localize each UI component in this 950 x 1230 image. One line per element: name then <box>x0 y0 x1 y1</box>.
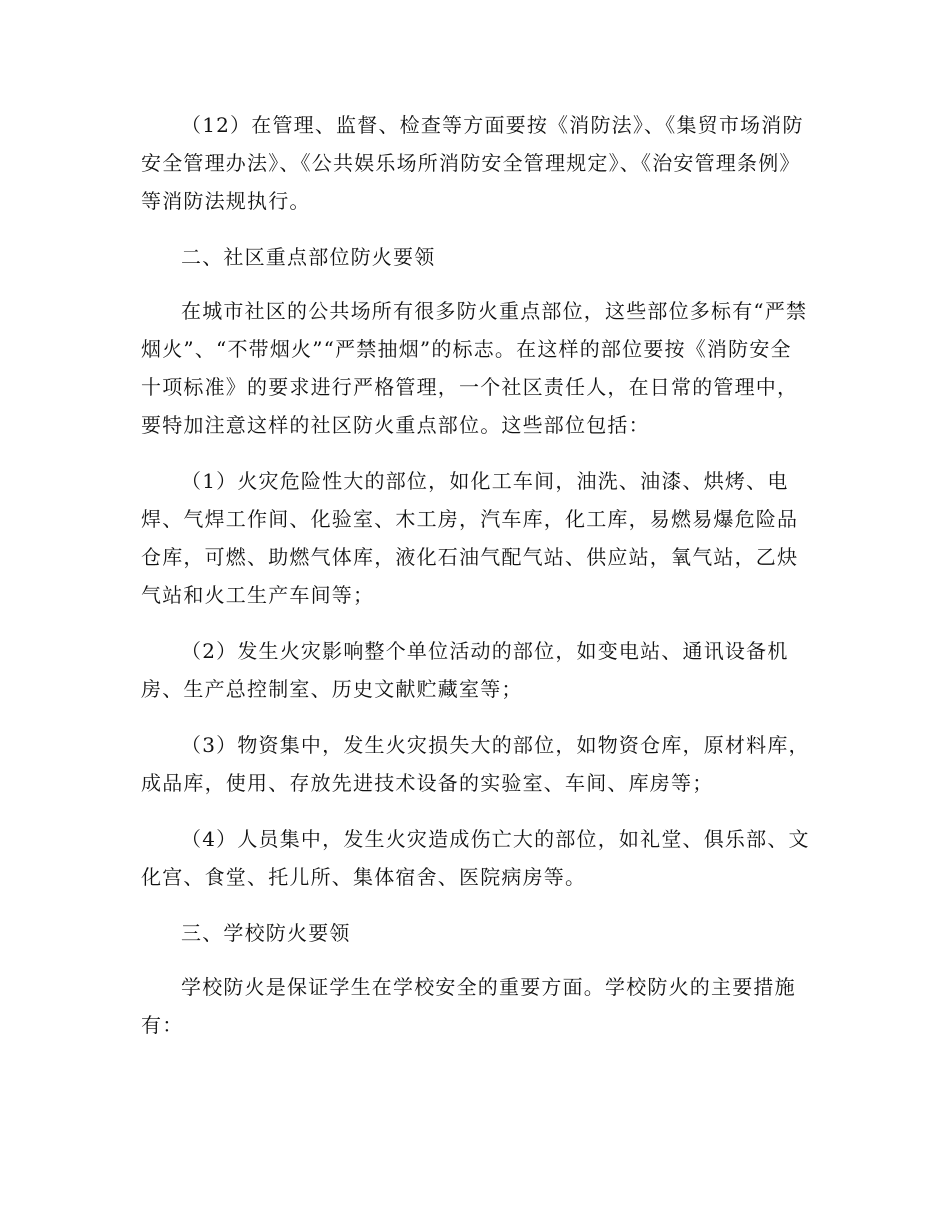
paragraph-item-2: （2）发生火灾影响整个单位活动的部位，如变电站、通讯设备机房、生产总控制室、历史文献贮藏室等； <box>141 639 789 701</box>
paragraph-regulations: （12）在管理、监督、检查等方面要按《消防法》、《集贸市场消防安全管理办法》、《公共娱乐场所消防安全管理规定》、《治安管理条例》等消防法规执行。 <box>141 113 804 213</box>
section-heading-community: 二、社区重点部位防火要领 <box>181 245 436 269</box>
paragraph-community-intro: 在城市社区的公共场所有很多防火重点部位，这些部位多标有“严禁烟火”、“不带烟火”“严禁抽烟”的标志。在这样的部位要按《消防安全十项标准》的要求进行严格管理，一个社区责任人，在日常的管理中，要特加注意这样的社区防火重点部位。这些部位包括： <box>141 299 808 437</box>
paragraph-item-4: （4）人员集中，发生火灾造成伤亡大的部位，如礼堂、俱乐部、文化宫、食堂、托儿所、集体宿舍、医院病房等。 <box>141 827 810 889</box>
section-heading-school: 三、学校防火要领 <box>181 921 351 945</box>
paragraph-item-3: （3）物资集中，发生火灾损失大的部位，如物资仓库，原材料库，成品库，使用、存放先进技术设备的实验室、车间、库房等； <box>141 733 810 795</box>
document-body <box>141 106 811 1062</box>
paragraph-item-1: （1）火灾危险性大的部位，如化工车间，油洗、油漆、烘烤、电焊、气焊工作间、化验室、木工房，汽车库，化工库，易燃易爆危险品仓库，可燃、助燃气体库，液化石油气配气站、供应站，氧气站，乙炔气站和火工生产车间等； <box>141 469 799 607</box>
paragraph-school-intro: 学校防火是保证学生在学校安全的重要方面。学校防火的主要措施有： <box>141 975 796 1037</box>
